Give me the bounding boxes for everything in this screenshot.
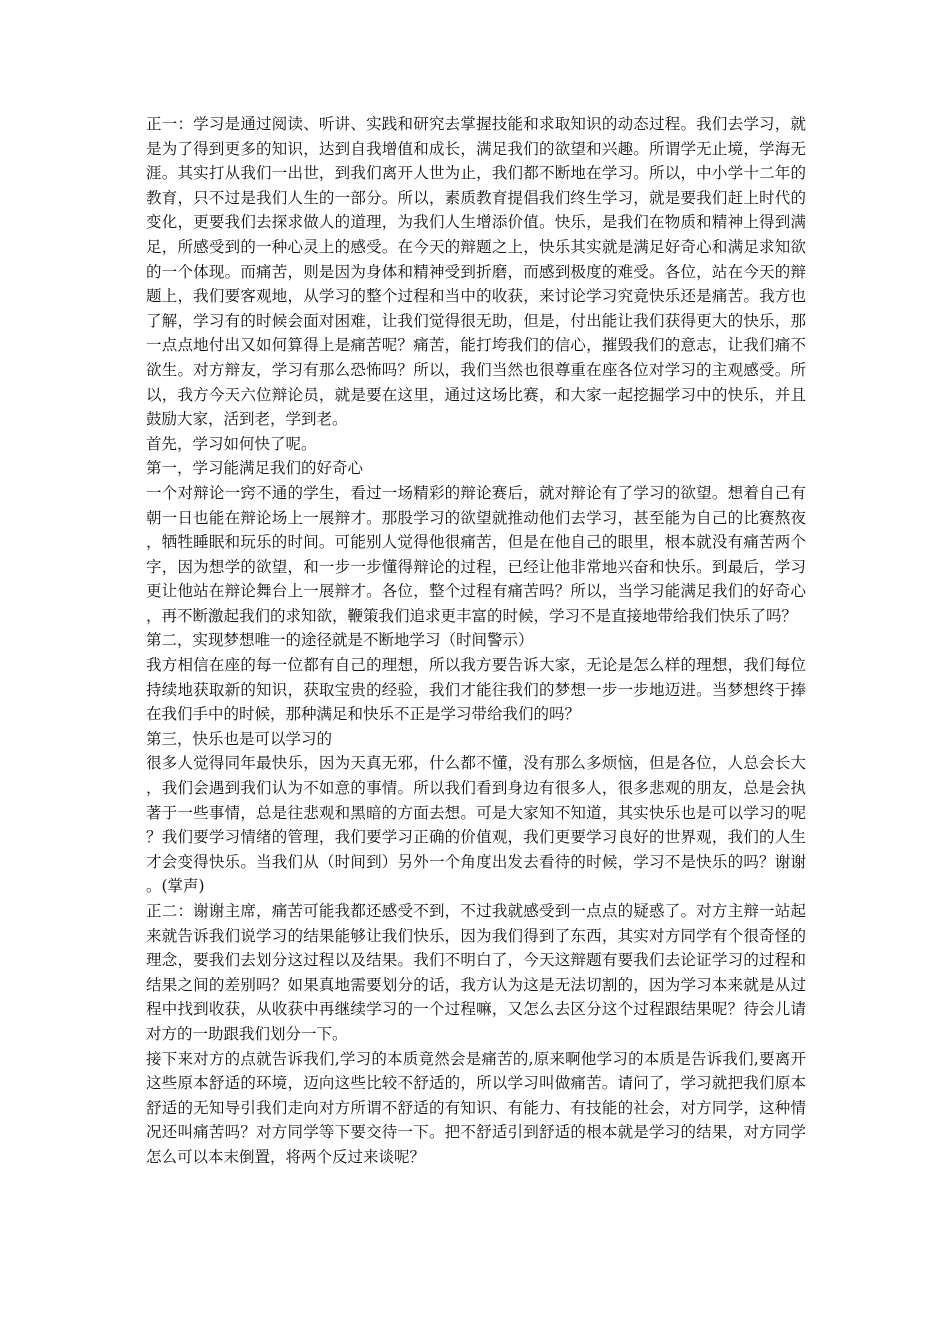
paragraph-rebuttal: 接下来对方的点就告诉我们,学习的本质竟然会是痛苦的,原来啊他学习的本质是告诉我们,要离开这些原本舒适的环境，迈向这些比较不舒适的，所以学习叫做痛苦。请问了，学习就把我们原本舒适的无知导引我们走向对方所谓不舒适的有知识、有能力、有技能的社会，对方同学，这种情况还叫痛苦吗？对方同学等下要交待一下。把不舒适引到舒适的根本就是学习的结果，对方同学怎么可以本末倒置，将两个反过来谈呢？ <box>146 1049 806 1166</box>
paragraph-affirmative-second-speaker: 正二：谢谢主席，痛苦可能我都还感受不到，不过我就感受到一点点的疑惑了。对方主辩一站起来就告诉我们说学习的结果能够让我们快乐，因为我们得到了东西，其实对方同学有个很奇怪的理念，要我们去划分这过程以及结果。我们不明白了，今天这辩题有要我们去论证学习的过程和结果之间的差别吗？如果真地需要划分的话，我方认为这是无法切割的，因为学习本来就是从过程中找到收获，从收获中再继续学习的一个过程嘛，又怎么去区分这个过程跟结果呢？待会儿请对方的一助跟我们划分一下。 <box>146 902 806 1043</box>
heading-point-one: 第一，学习能满足我们的好奇心 <box>146 459 364 478</box>
heading-point-three: 第三，快乐也是可以学习的 <box>146 729 333 748</box>
paragraph-point-three: 很多人觉得同年最快乐，因为天真无邪，什么都不懂，没有那么多烦恼，但是各位，人总会长大，我们会遇到我们认为不如意的事情。所以我们看到身边有很多人，很多悲观的朋友，总是会执著于一些事情，总是往悲观和黑暗的方面去想。可是大家知不知道，其实快乐也是可以学习的呢？我们要学习情绪的管理，我们要学习正确的价值观，我们更要学习良好的世界观，我们的人生才会变得快乐。当我们从（时间到）另外一个角度出发去看待的时候，学习不是快乐的吗？谢谢。(掌声) <box>146 754 806 896</box>
heading-point-two: 第二，实现梦想唯一的途径就是不断地学习（时间警示） <box>146 631 534 650</box>
paragraph-point-two: 我方相信在座的每一位都有自己的理想，所以我方要告诉大家，无论是怎么样的理想，我们每位持续地获取新的知识，获取宝贵的经验，我们才能往我们的梦想一步一步地迈进。当梦想终于捧在我们手中的时候，那种满足和快乐不正是学习带给我们的吗？ <box>146 656 806 724</box>
paragraph-transition: 首先，学习如何快了呢。 <box>146 434 317 453</box>
document-body <box>146 112 806 1170</box>
paragraph-point-one: 一个对辩论一窍不通的学生，看过一场精彩的辩论赛后，就对辩论有了学习的欲望。想着自己有朝一日也能在辩论场上一展辩才。那股学习的欲望就推动他们去学习，甚至能为自己的比赛熬夜，牺牲睡眠和玩乐的时间。可能别人觉得他很痛苦，但是在他自己的眼里，根本就没有痛苦两个字，因为想学的欲望，和一步一步懂得辩论的过程，已经让他非常地兴奋和快乐。到最后，学习更让他站在辩论舞台上一展辩才。各位，整个过程有痛苦吗？所以，当学习能满足我们的好奇心，再不断激起我们的求知欲，鞭策我们追求更丰富的时候，学习不是直接地带给我们快乐了吗？ <box>146 483 806 625</box>
paragraph-affirmative-first-speaker: 正一：学习是通过阅读、听讲、实践和研究去掌握技能和求取知识的动态过程。我们去学习，就是为了得到更多的知识，达到自我增值和成长，满足我们的欲望和兴趣。所谓学无止境，学海无涯。其实打从我们一出世，到我们离开人世为止，我们都不断地在学习。所以，中小学十二年的教育，只不过是我们人生的一部分。所以，素质教育提倡我们终生学习，就是要我们赶上时代的变化，更要我们去探求做人的道理，为我们人生增添价值。快乐，是我们在物质和精神上得到满足，所感受到的一种心灵上的感受。在今天的辩题之上，快乐其实就是满足好奇心和满足求知欲的一个体现。而痛苦，则是因为身体和精神受到折磨，而感到极度的难受。各位，站在今天的辩题上，我们要客观地，从学习的整个过程和当中的收获，来讨论学习究竟快乐还是痛苦。我方也了解，学习有的时候会面对困难，让我们觉得很无助，但是，付出能让我们获得更大的快乐，那一点点地付出又如何算得上是痛苦呢？痛苦，能打垮我们的信心，摧毁我们的意志，让我们痛不欲生。对方辩友，学习有那么恐怖吗？所以，我们当然也很尊重在座各位对学习的主观感受。所以，我方今天六位辩论员，就是要在这里，通过这场比赛，和大家一起挖掘学习中的快乐，并且鼓励大家，活到老，学到老。 <box>146 115 806 429</box>
